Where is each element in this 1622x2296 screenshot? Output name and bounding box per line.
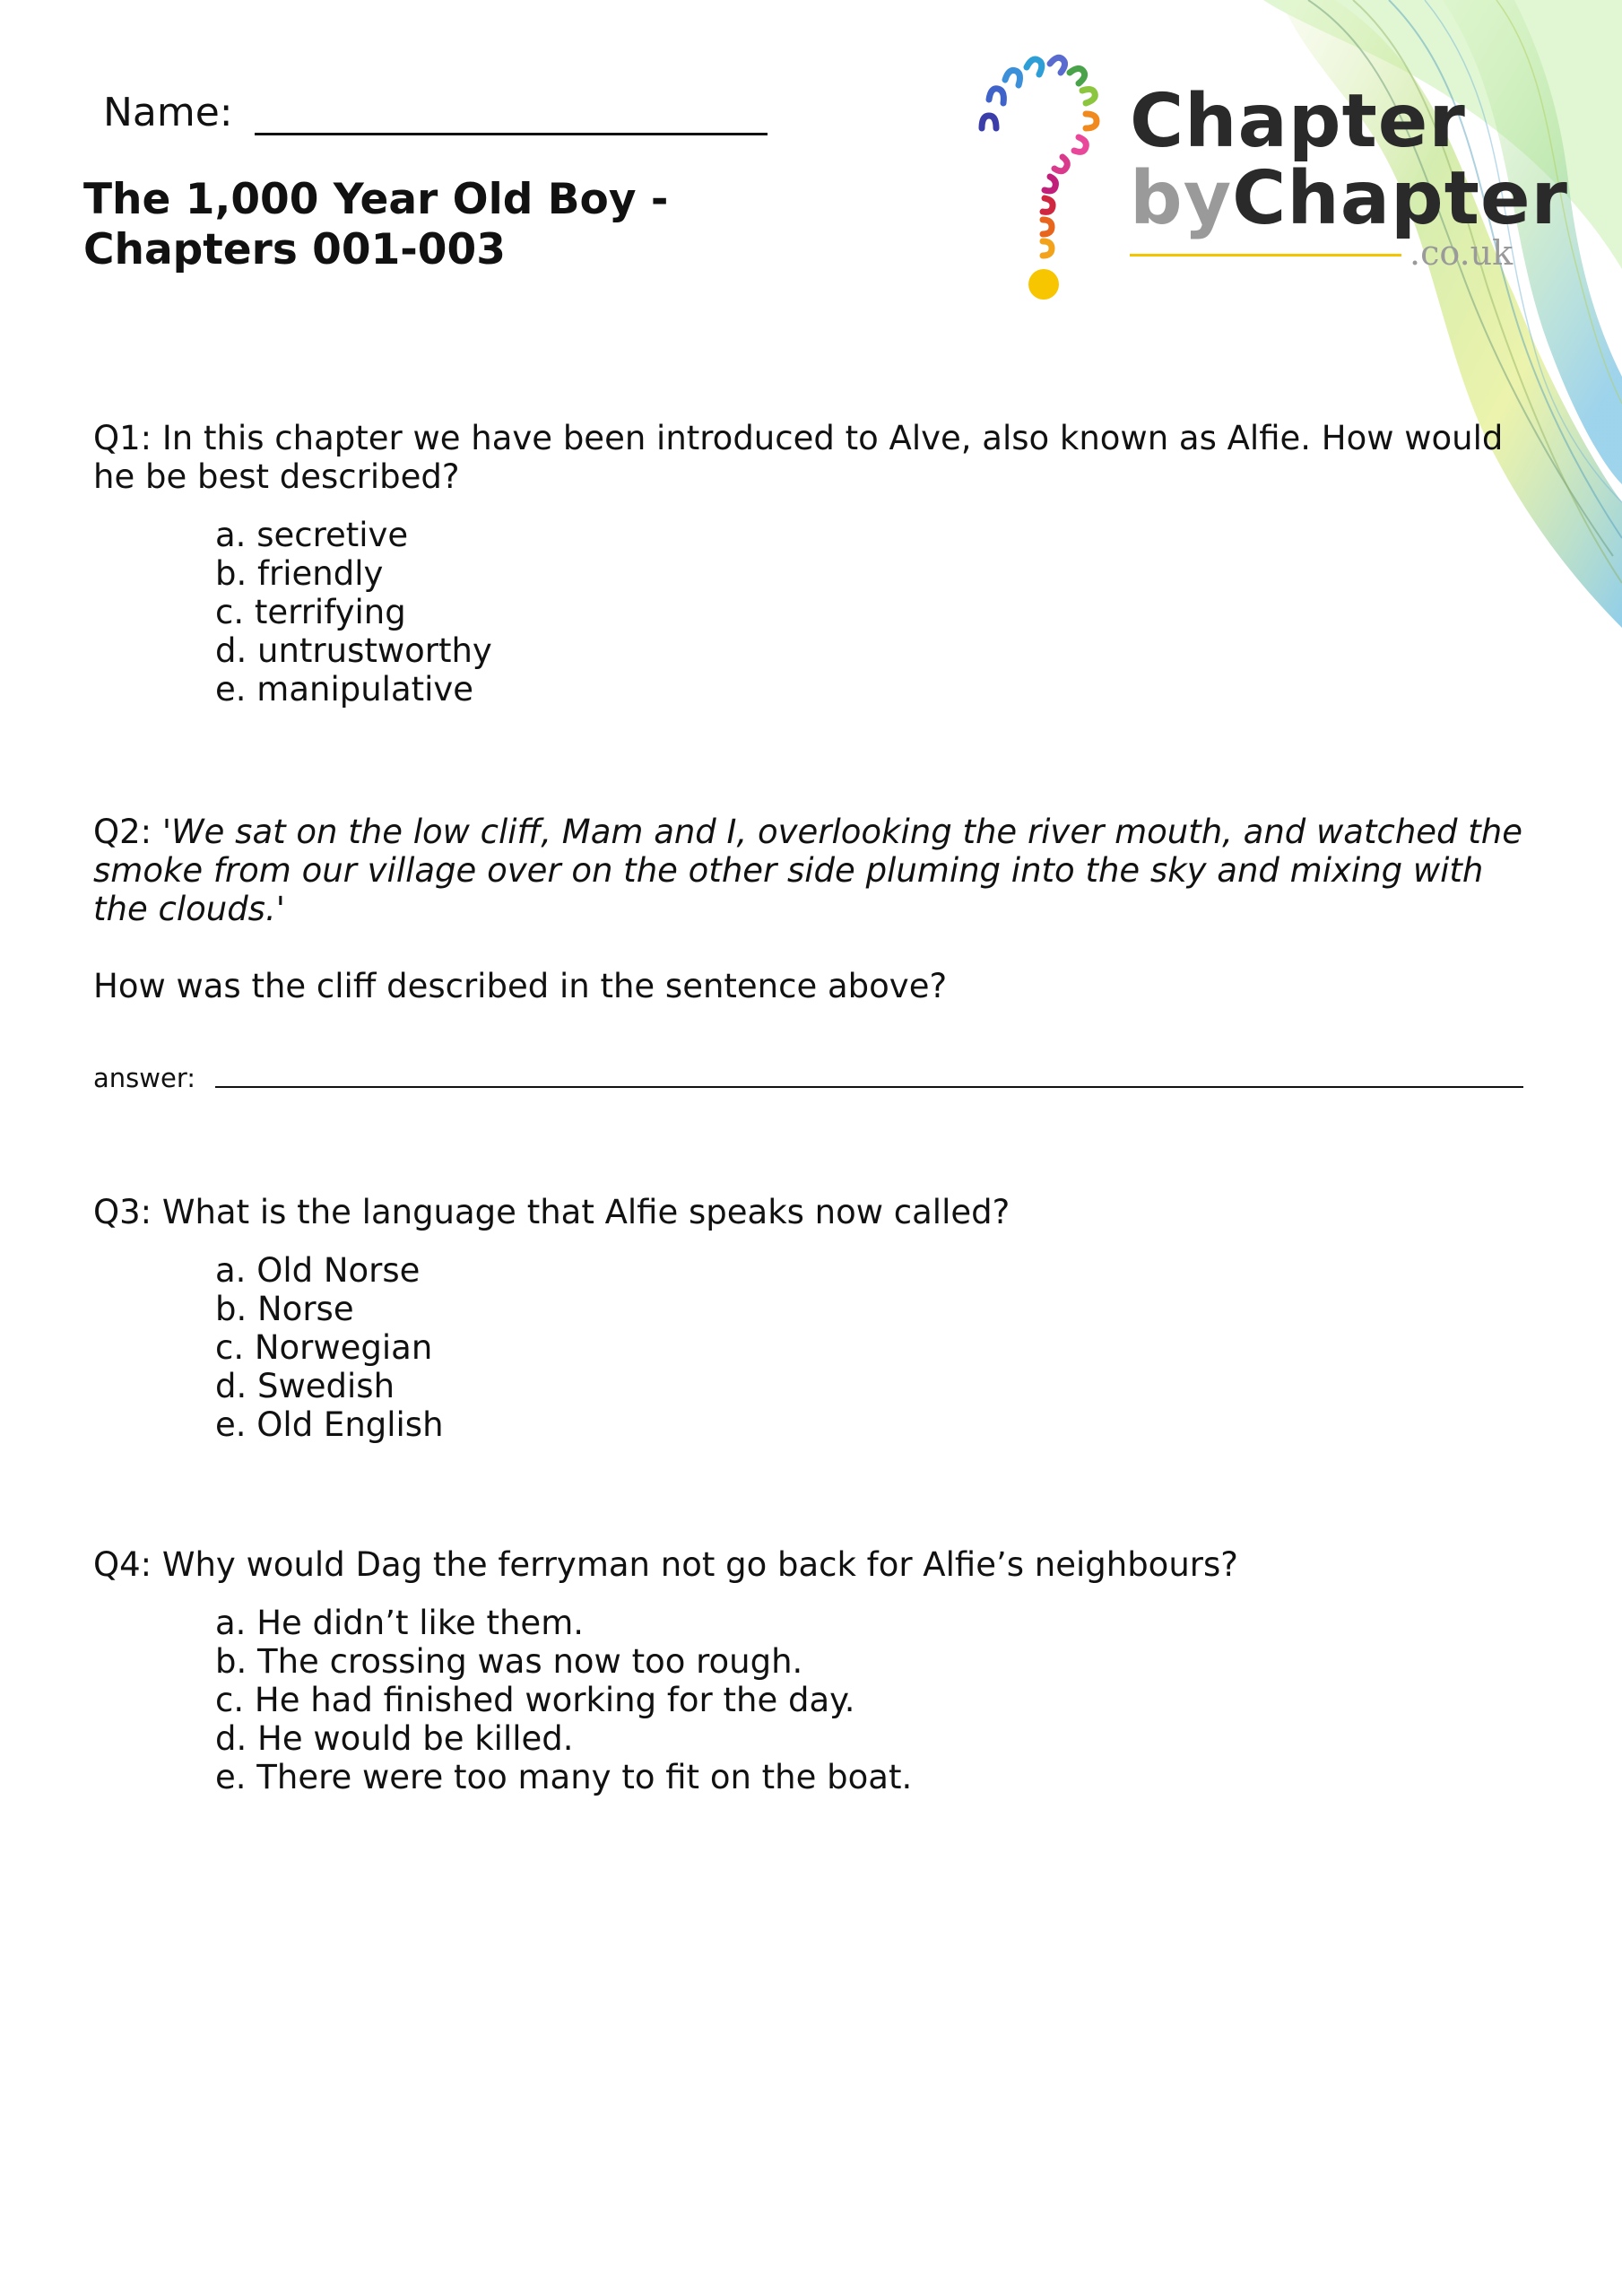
option-b[interactable]: b. The crossing was now too rough. (215, 1642, 803, 1681)
question-4-options (215, 1604, 1528, 1796)
question-3-options (215, 1251, 1528, 1444)
option-e[interactable]: e. There were too many to fit on the boat. (215, 1758, 913, 1796)
option-c[interactable]: c. Norwegian (215, 1328, 433, 1367)
option-a[interactable]: a. He didn’t like them. (215, 1604, 584, 1642)
question-1-text: Q1: In this chapter we have been introduced to Alve, also known as Alfie. How would he be best described? (93, 419, 1504, 496)
option-d[interactable]: d. Swedish (215, 1367, 395, 1405)
option-d[interactable]: d. He would be killed. (215, 1719, 574, 1758)
option-e[interactable]: e. Old English (215, 1405, 444, 1444)
answer-label: answer: (93, 1063, 196, 1093)
name-label: Name: (103, 90, 233, 135)
question-3 (93, 1193, 1528, 1444)
name-field-row (103, 90, 768, 135)
option-c[interactable]: c. He had finished working for the day. (215, 1681, 855, 1719)
logo-underline (1130, 254, 1401, 257)
question-4-text: Q4: Why would Dag the ferryman not go back for Alfie’s neighbours? (93, 1545, 1238, 1584)
answer-input-line[interactable] (215, 1086, 1523, 1088)
question-4 (93, 1545, 1528, 1796)
question-mark-books-icon (964, 49, 1116, 309)
logo-wordmark (1130, 79, 1568, 273)
option-b[interactable]: b. Norse (215, 1290, 354, 1328)
option-c[interactable]: c. terrifying (215, 593, 406, 631)
chapter-by-chapter-logo (964, 49, 1568, 318)
logo-domain: .co.uk (1409, 233, 1514, 273)
question-1 (93, 419, 1528, 709)
logo-dot (1028, 269, 1059, 300)
question-2-prefix: Q2: (93, 813, 162, 851)
option-a[interactable]: a. Old Norse (215, 1251, 421, 1290)
question-2-answer-row (93, 1063, 1528, 1093)
option-a[interactable]: a. secretive (215, 516, 409, 554)
title-line-2: Chapters 001-003 (83, 225, 506, 274)
option-b[interactable]: b. friendly (215, 554, 384, 593)
title-line-1: The 1,000 Year Old Boy - (83, 175, 669, 224)
option-e[interactable]: e. manipulative (215, 670, 474, 709)
worksheet-title (83, 175, 783, 275)
logo-word-chapter: Chapter (1130, 79, 1466, 164)
question-2-quote: 'We sat on the low cliff, Mam and I, overlooking the river mouth, and watched the smoke from our village over on the other side pluming into the sky and mixing with the clouds.' (93, 813, 1523, 928)
logo-word-bychapter (1130, 156, 1568, 241)
question-2 (93, 813, 1528, 1005)
question-2-quote-block (93, 813, 1528, 928)
question-3-text: Q3: What is the language that Alfie speaks now called? (93, 1193, 1010, 1231)
question-2-text: How was the cliff described in the sentence above? (93, 967, 948, 1005)
logo-word-by: by (1130, 156, 1233, 241)
logo-word-chapter-2: Chapter (1232, 156, 1568, 241)
option-d[interactable]: d. untrustworthy (215, 631, 492, 670)
name-input-line[interactable] (255, 93, 768, 135)
question-1-options (215, 516, 1528, 709)
